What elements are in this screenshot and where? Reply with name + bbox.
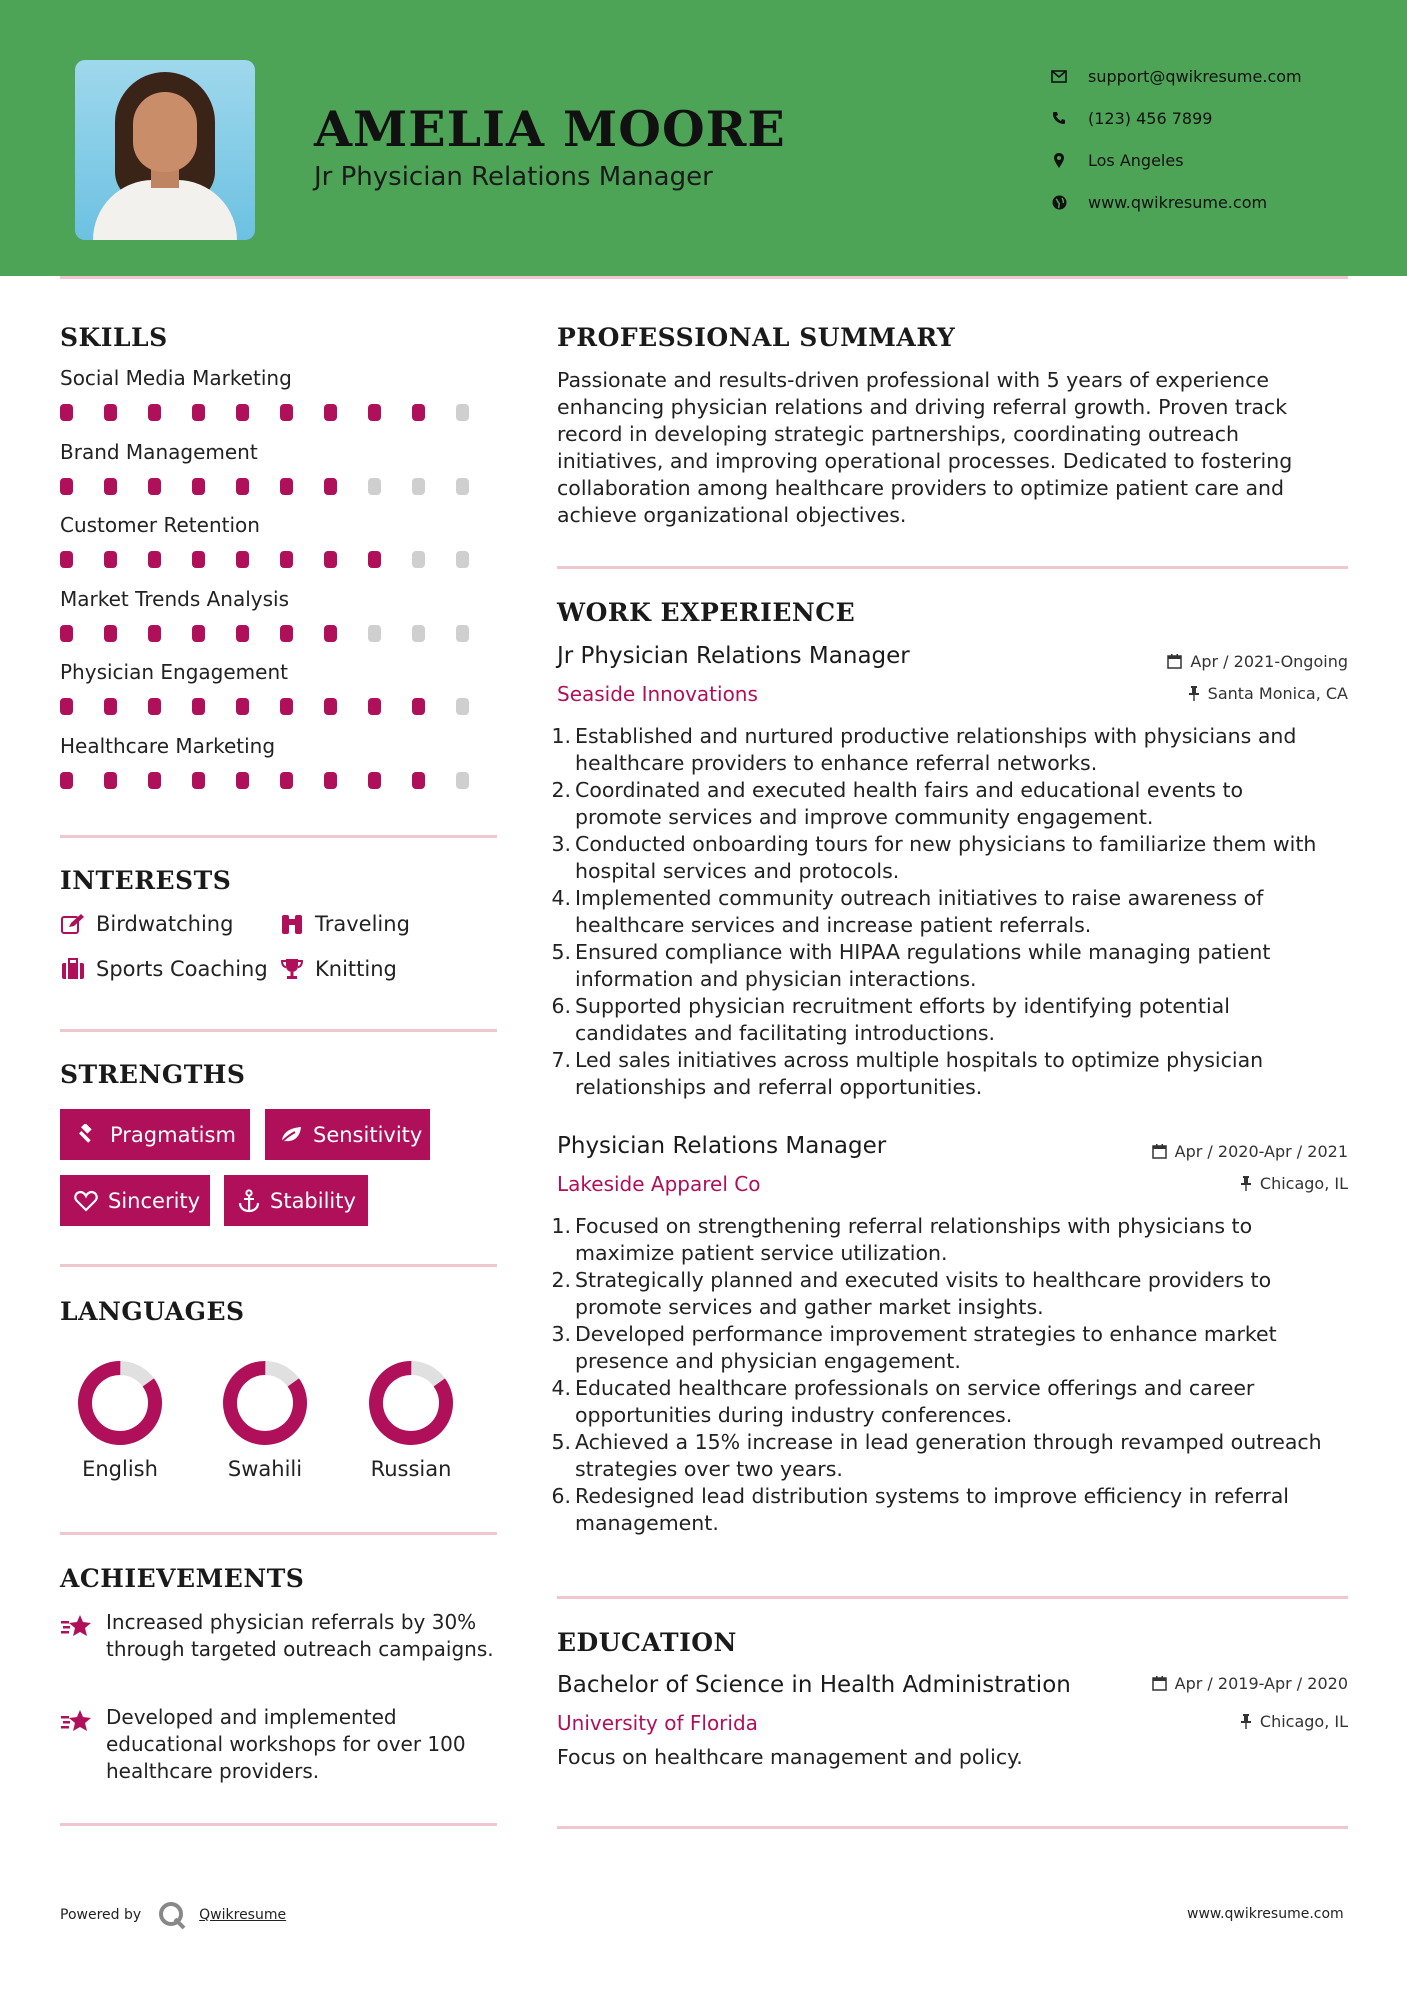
skill-rating-dot bbox=[412, 478, 425, 495]
header-banner bbox=[0, 0, 1407, 276]
job-bullet-text: Ensured compliance with HIPAA regulations while managing patient information and physician interactions. bbox=[575, 940, 1271, 991]
skill-rating-dot bbox=[192, 404, 205, 421]
job-bullet bbox=[550, 1047, 1350, 1101]
skill-item bbox=[60, 366, 500, 421]
languages-divider bbox=[60, 1532, 497, 1535]
skills-divider bbox=[60, 835, 497, 838]
contact-email[interactable] bbox=[1050, 55, 1302, 97]
job-bullet-number: 4. bbox=[551, 1376, 571, 1400]
skill-rating-dot bbox=[60, 772, 73, 789]
education-dates-text: Apr / 2019-Apr / 2020 bbox=[1174, 1674, 1348, 1693]
header-divider bbox=[60, 276, 1348, 279]
summary-text: Passionate and results-driven professional with 5 years of experience enhancing physician relations and driving referral growth. Proven track record in developing strategic partnerships, coordinating outreach initiatives, and improving operational processes. Dedicated to fostering collaboration among healthcare providers to optimize patient care and achieve organizational objectives. bbox=[557, 368, 1293, 527]
candidate-name: AMELIA MOORE bbox=[314, 100, 786, 158]
job-dates-text: Apr / 2021-Ongoing bbox=[1190, 652, 1348, 671]
skill-rating-dot bbox=[60, 551, 73, 568]
profile-photo bbox=[75, 60, 255, 240]
pin-icon bbox=[1240, 1714, 1252, 1729]
job-bullet bbox=[550, 1429, 1350, 1483]
job-location bbox=[1000, 1174, 1348, 1193]
contact-phone-text: (123) 456 7899 bbox=[1088, 108, 1213, 128]
skill-rating-dot bbox=[236, 772, 249, 789]
skill-rating-dot bbox=[280, 478, 293, 495]
skill-rating bbox=[60, 551, 500, 568]
skill-item bbox=[60, 513, 500, 568]
skill-rating-dot bbox=[236, 404, 249, 421]
skill-rating-dot bbox=[412, 404, 425, 421]
skill-rating-dot bbox=[104, 404, 117, 421]
job-bullet bbox=[550, 939, 1350, 993]
strength-badge bbox=[265, 1109, 430, 1160]
skill-rating-dot bbox=[324, 772, 337, 789]
language-level-donut bbox=[363, 1355, 459, 1451]
skill-rating bbox=[60, 478, 500, 495]
skill-rating-dot bbox=[368, 625, 381, 642]
job-bullet-number: 3. bbox=[551, 832, 571, 856]
skill-rating-dot bbox=[236, 551, 249, 568]
skill-rating-dot bbox=[324, 478, 337, 495]
language-level-donut bbox=[72, 1355, 168, 1451]
star-trail-icon bbox=[60, 1704, 96, 1785]
interests-divider bbox=[60, 1029, 497, 1032]
job-bullet-number: 1. bbox=[551, 724, 571, 748]
strength-label: Sincerity bbox=[108, 1188, 201, 1213]
pin-icon bbox=[1188, 686, 1200, 701]
skill-rating-dot bbox=[280, 404, 293, 421]
skill-item bbox=[60, 734, 500, 789]
job-bullet-number: 2. bbox=[551, 778, 571, 802]
job-bullet-list bbox=[550, 723, 1350, 1101]
skill-rating-dot bbox=[456, 551, 469, 568]
job-location-text: Chicago, IL bbox=[1259, 1174, 1348, 1193]
job-bullet-text: Achieved a 15% increase in lead generation through revamped outreach strategies over two years. bbox=[575, 1430, 1322, 1481]
heart-icon bbox=[74, 1189, 98, 1213]
language-level-donut bbox=[217, 1355, 313, 1451]
map-marker-icon bbox=[1050, 151, 1068, 169]
candidate-title: Jr Physician Relations Manager bbox=[314, 162, 713, 192]
language-item bbox=[351, 1355, 471, 1481]
skill-rating-dot bbox=[236, 625, 249, 642]
language-label: English bbox=[82, 1457, 158, 1481]
job-company: Lakeside Apparel Co bbox=[557, 1172, 761, 1196]
education-location-text: Chicago, IL bbox=[1259, 1712, 1348, 1731]
job-bullet-text: Developed performance improvement strategies to enhance market presence and physician engagement. bbox=[575, 1322, 1277, 1373]
skill-rating-dot bbox=[104, 478, 117, 495]
binoculars-icon bbox=[279, 912, 305, 936]
job-bullet bbox=[550, 777, 1350, 831]
skill-rating-dot bbox=[236, 478, 249, 495]
skill-rating-dot bbox=[60, 478, 73, 495]
job-bullet-number: 7. bbox=[551, 1048, 571, 1072]
skill-label: Social Media Marketing bbox=[60, 366, 292, 390]
skill-rating-dot bbox=[412, 698, 425, 715]
skill-label: Market Trends Analysis bbox=[60, 586, 290, 611]
pin-icon bbox=[1240, 1176, 1252, 1191]
job-bullet bbox=[550, 831, 1350, 885]
skill-rating bbox=[60, 772, 500, 789]
strength-label: Pragmatism bbox=[110, 1122, 236, 1147]
languages-heading: LANGUAGES bbox=[60, 1297, 245, 1326]
job-bullet-text: Redesigned lead distribution systems to improve efficiency in referral management. bbox=[575, 1484, 1289, 1535]
skill-item bbox=[60, 440, 500, 495]
contact-location bbox=[1050, 139, 1302, 181]
calendar-icon bbox=[1167, 654, 1182, 669]
education-heading: EDUCATION bbox=[557, 1628, 737, 1657]
language-donut-fill bbox=[217, 1355, 313, 1451]
strength-label: Sensitivity bbox=[313, 1122, 423, 1147]
qwikresume-logo-icon bbox=[157, 1900, 187, 1930]
job-location-text: Santa Monica, CA bbox=[1207, 684, 1348, 703]
phone-icon bbox=[1050, 109, 1068, 127]
skill-rating-dot bbox=[280, 551, 293, 568]
education-location bbox=[1000, 1712, 1348, 1731]
contact-email-text: support@qwikresume.com bbox=[1088, 66, 1302, 86]
skill-rating-dot bbox=[280, 772, 293, 789]
skill-rating-dot bbox=[148, 625, 161, 642]
contact-website-text: www.qwikresume.com bbox=[1088, 192, 1268, 212]
skill-rating-dot bbox=[148, 772, 161, 789]
language-donut-fill bbox=[363, 1355, 459, 1451]
interest-item bbox=[279, 957, 397, 981]
calendar-icon bbox=[1152, 1144, 1167, 1159]
globe-icon bbox=[1050, 193, 1068, 211]
job-bullet-number: 6. bbox=[551, 1484, 571, 1508]
skill-rating bbox=[60, 698, 500, 715]
skill-rating-dot bbox=[368, 404, 381, 421]
qwikresume-link[interactable]: Qwikresume bbox=[199, 1907, 287, 1923]
anchor-icon bbox=[238, 1189, 260, 1213]
strength-badge bbox=[224, 1175, 368, 1226]
job-bullet-number: 2. bbox=[551, 1268, 571, 1292]
interest-item bbox=[60, 912, 233, 936]
strength-badge bbox=[60, 1175, 210, 1226]
skill-rating-dot bbox=[192, 478, 205, 495]
job-bullet-number: 6. bbox=[551, 994, 571, 1018]
skill-label: Physician Engagement bbox=[60, 660, 288, 684]
achievement-text: Increased physician referrals by 30% through targeted outreach campaigns. bbox=[106, 1610, 494, 1661]
job-bullet-text: Supported physician recruitment efforts by identifying potential candidates and facilitating introductions. bbox=[575, 994, 1230, 1045]
skill-rating-dot bbox=[412, 625, 425, 642]
summary-divider bbox=[557, 566, 1348, 569]
skill-rating-dot bbox=[104, 772, 117, 789]
achievement-text: Developed and implemented educational workshops for over 100 healthcare providers. bbox=[106, 1705, 466, 1783]
job-title: Jr Physician Relations Manager bbox=[557, 643, 910, 669]
skill-item bbox=[60, 660, 500, 715]
job-bullet-number: 1. bbox=[551, 1214, 571, 1238]
skill-rating-dot bbox=[368, 551, 381, 568]
education-dates bbox=[1000, 1674, 1348, 1693]
job-bullet bbox=[550, 1483, 1350, 1537]
job-bullet-text: Educated healthcare professionals on service offerings and career opportunities during industry conferences. bbox=[575, 1376, 1255, 1427]
skill-label: Customer Retention bbox=[60, 513, 260, 537]
interests-heading: INTERESTS bbox=[60, 866, 232, 895]
skill-rating-dot bbox=[60, 404, 73, 421]
skill-rating-dot bbox=[456, 625, 469, 642]
education-degree: Bachelor of Science in Health Administration bbox=[557, 1672, 1071, 1698]
skills-heading: SKILLS bbox=[60, 323, 168, 352]
skill-rating-dot bbox=[324, 625, 337, 642]
skill-rating-dot bbox=[324, 404, 337, 421]
contact-website[interactable] bbox=[1050, 181, 1302, 223]
interest-label: Knitting bbox=[315, 957, 397, 981]
footer-website[interactable]: www.qwikresume.com bbox=[1187, 1906, 1344, 1922]
skill-rating-dot bbox=[236, 698, 249, 715]
skill-rating-dot bbox=[192, 625, 205, 642]
job-bullet-number: 3. bbox=[551, 1322, 571, 1346]
contact-list bbox=[1050, 55, 1302, 223]
skill-label: Brand Management bbox=[60, 439, 258, 464]
strength-badge bbox=[60, 1109, 250, 1160]
job-bullet-number: 5. bbox=[551, 1430, 571, 1454]
experience-heading: WORK EXPERIENCE bbox=[557, 598, 856, 627]
strengths-divider bbox=[60, 1264, 497, 1267]
skill-rating-dot bbox=[280, 698, 293, 715]
job-bullet-text: Conducted onboarding tours for new physicians to familiarize them with hospital services and protocols. bbox=[575, 832, 1317, 883]
leaf-icon bbox=[279, 1123, 303, 1147]
strengths-heading: STRENGTHS bbox=[60, 1060, 246, 1089]
gavel-icon bbox=[74, 1123, 100, 1147]
skill-rating-dot bbox=[60, 698, 73, 715]
star-trail-icon bbox=[60, 1609, 96, 1663]
job-bullet-number: 4. bbox=[551, 886, 571, 910]
skill-rating-dot bbox=[324, 551, 337, 568]
job-dates-text: Apr / 2020-Apr / 2021 bbox=[1174, 1142, 1348, 1161]
job-bullet-text: Focused on strengthening referral relationships with physicians to maximize patient service utilization. bbox=[575, 1214, 1253, 1265]
job-title: Physician Relations Manager bbox=[557, 1133, 887, 1159]
summary-heading: PROFESSIONAL SUMMARY bbox=[557, 323, 956, 352]
language-item bbox=[60, 1355, 180, 1481]
interest-item bbox=[60, 957, 268, 981]
skill-rating-dot bbox=[412, 772, 425, 789]
job-bullet bbox=[550, 1321, 1350, 1375]
achievements-heading: ACHIEVEMENTS bbox=[60, 1564, 305, 1593]
interest-label: Traveling bbox=[315, 912, 410, 936]
education-school: University of Florida bbox=[557, 1711, 758, 1735]
calendar-icon bbox=[1152, 1676, 1167, 1691]
job-bullet bbox=[550, 1267, 1350, 1321]
language-label: Russian bbox=[370, 1457, 452, 1481]
experience-divider bbox=[557, 1596, 1348, 1599]
skill-rating-dot bbox=[148, 478, 161, 495]
job-bullet-text: Implemented community outreach initiatives to raise awareness of healthcare services and increase patient referrals. bbox=[575, 886, 1264, 937]
skill-item bbox=[60, 587, 500, 642]
skill-rating-dot bbox=[148, 404, 161, 421]
skill-rating-dot bbox=[456, 478, 469, 495]
skill-rating-dot bbox=[456, 772, 469, 789]
language-donut-fill bbox=[72, 1355, 168, 1451]
skill-label: Healthcare Marketing bbox=[60, 733, 276, 758]
skill-rating-dot bbox=[148, 698, 161, 715]
job-bullet bbox=[550, 1375, 1350, 1429]
skill-rating-dot bbox=[192, 551, 205, 568]
skill-rating-dot bbox=[280, 625, 293, 642]
job-bullet-text: Led sales initiatives across multiple hospitals to optimize physician relationships and referral opportunities. bbox=[575, 1048, 1264, 1099]
interest-label: Birdwatching bbox=[96, 912, 234, 936]
skill-rating-dot bbox=[324, 698, 337, 715]
job-bullet-text: Strategically planned and executed visits to healthcare providers to promote services and gather market insights. bbox=[575, 1268, 1272, 1319]
skill-rating-dot bbox=[412, 551, 425, 568]
interest-item bbox=[279, 912, 410, 936]
job-bullet-text: Coordinated and executed health fairs and educational events to promote services and improve community engagement. bbox=[575, 778, 1244, 829]
edit-icon bbox=[60, 912, 86, 936]
skill-rating-dot bbox=[60, 625, 73, 642]
achievement-item bbox=[60, 1609, 500, 1663]
job-location bbox=[1000, 684, 1348, 703]
language-item bbox=[205, 1355, 325, 1481]
job-bullet-text: Established and nurtured productive relationships with physicians and healthcare providers to enhance referral networks. bbox=[575, 724, 1297, 775]
job-bullet bbox=[550, 1213, 1350, 1267]
skill-rating-dot bbox=[456, 404, 469, 421]
skill-rating-dot bbox=[368, 478, 381, 495]
job-bullet bbox=[550, 885, 1350, 939]
skill-rating-dot bbox=[192, 698, 205, 715]
contact-location-text: Los Angeles bbox=[1088, 150, 1184, 170]
envelope-icon bbox=[1050, 67, 1068, 85]
achievements-divider bbox=[60, 1823, 497, 1826]
job-bullet-number: 5. bbox=[551, 940, 571, 964]
skill-rating-dot bbox=[104, 551, 117, 568]
achievement-item bbox=[60, 1704, 500, 1785]
job-bullet bbox=[550, 723, 1350, 777]
skill-rating-dot bbox=[104, 698, 117, 715]
skill-rating-dot bbox=[148, 551, 161, 568]
skill-rating-dot bbox=[368, 698, 381, 715]
skill-rating bbox=[60, 625, 500, 642]
skill-rating-dot bbox=[192, 772, 205, 789]
job-bullet bbox=[550, 993, 1350, 1047]
footer-powered-by bbox=[60, 1900, 286, 1930]
education-divider bbox=[557, 1826, 1348, 1829]
skill-rating-dot bbox=[104, 625, 117, 642]
skill-rating-dot bbox=[368, 772, 381, 789]
job-bullet-list bbox=[550, 1213, 1350, 1537]
interest-label: Sports Coaching bbox=[96, 957, 268, 981]
job-dates bbox=[1000, 652, 1348, 671]
suitcase-icon bbox=[60, 957, 86, 981]
trophy-icon bbox=[279, 957, 305, 981]
skill-rating-dot bbox=[456, 698, 469, 715]
language-label: Swahili bbox=[227, 1457, 303, 1481]
powered-by-text: Powered by bbox=[60, 1907, 142, 1923]
contact-phone[interactable] bbox=[1050, 97, 1302, 139]
job-dates bbox=[1000, 1142, 1348, 1161]
education-description: Focus on healthcare management and policy. bbox=[557, 1745, 1023, 1769]
skill-rating bbox=[60, 404, 500, 421]
strength-label: Stability bbox=[270, 1188, 356, 1213]
job-company: Seaside Innovations bbox=[557, 682, 758, 706]
